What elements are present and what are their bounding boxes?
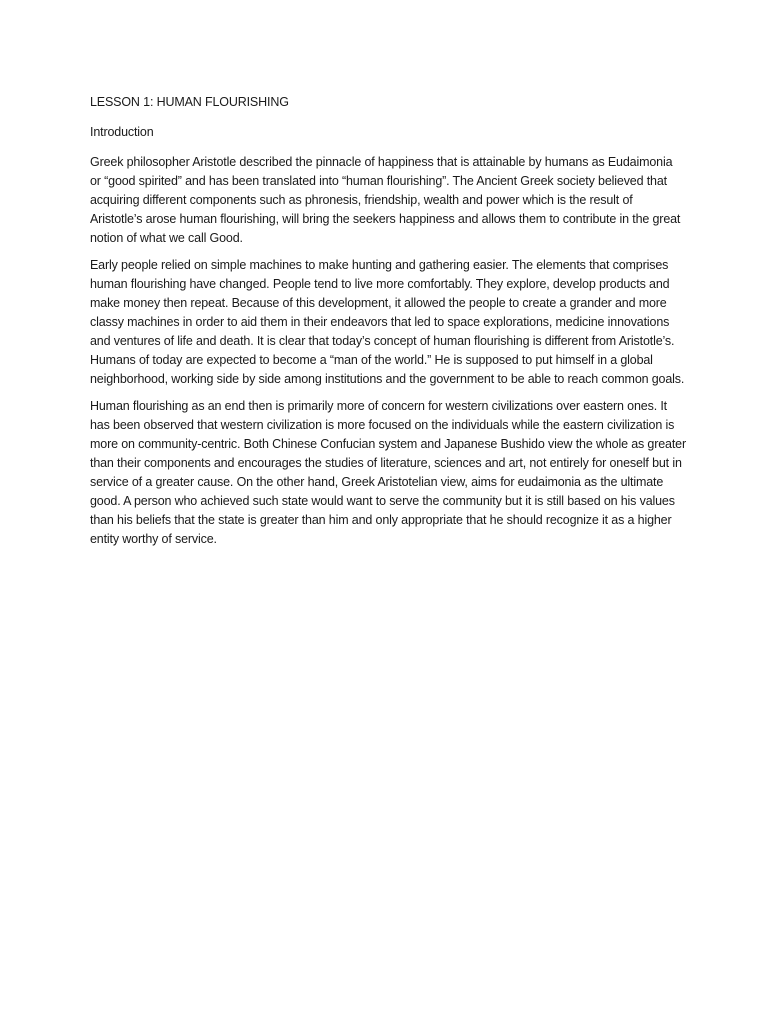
lesson-title: LESSON 1: HUMAN FLOURISHING xyxy=(90,95,289,109)
paragraph-2: Early people relied on simple machines to make hunting and gathering easier. The elements that comprises human flourishing have changed. People tend to live more comfortably. They explore, develop products and make money then repeat. Because of this development, it allowed the people to create a grander and more classy machines in order to aid them in their endeavors that led to space explorations, medicine innovations and ventures of life and death. It is clear that today’s concept of human flourishing is different from Aristotle’s. Humans of today are expected to become a “man of the world.” He is supposed to put himself in a global neighborhood, working side by side among institutions and the government to be able to reach common goals. xyxy=(90,258,685,386)
paragraph-1: Greek philosopher Aristotle described the pinnacle of happiness that is attainable by humans as Eudaimonia or “good spirited” and has been translated into “human flourishing”. The Ancient Greek society believed that acquiring different components such as phronesis, friendship, wealth and power which is the result of Aristotle’s arose human flourishing, will bring the seekers happiness and allows them to contribute in the great notion of what we call Good. xyxy=(90,155,681,245)
paragraph-3: Human flourishing as an end then is primarily more of concern for western civilizations over eastern ones. It has been observed that western civilization is more focused on the individuals while the eastern civilization is more on community-centric. Both Chinese Confucian system and Japanese Bushido view the whole as greater than their components and encourages the studies of literature, sciences and art, not entirely for oneself but in service of a greater cause. On the other hand, Greek Aristotelian view, aims for eudaimonia as the ultimate good. A person who achieved such state would want to serve the community but it is still based on his values than his beliefs that the state is greater than him and only appropriate that he should recognize it as a higher entity worthy of service. xyxy=(90,399,686,546)
section-heading: Introduction xyxy=(90,125,154,139)
document-body xyxy=(90,93,686,557)
